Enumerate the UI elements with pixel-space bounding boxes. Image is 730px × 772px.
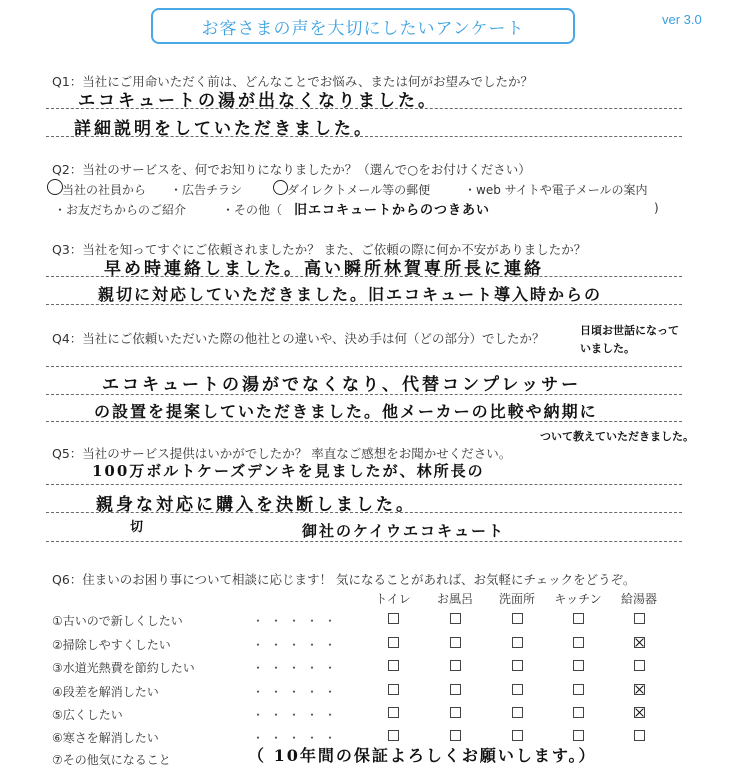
q3-answer-line1-rule <box>46 276 682 277</box>
checkbox-r5-2[interactable] <box>450 707 461 718</box>
checkbox-r2-5[interactable] <box>634 637 645 648</box>
checkbox-r6-2[interactable] <box>450 730 461 741</box>
checkbox-r4-4[interactable] <box>573 684 584 695</box>
checkbox-r4-3[interactable] <box>512 684 523 695</box>
survey-title: お客さまの声を大切にしたいアンケート <box>151 8 575 44</box>
row-label-5: ⑤広くしたい <box>52 708 123 722</box>
row-dots-5: ・・・・・ <box>252 708 343 722</box>
checkbox-r2-1[interactable] <box>388 637 399 648</box>
row-dots-6: ・・・・・ <box>252 731 343 745</box>
q4-question: Q4：当社にご依頼いただいた際の他社との違いや、決め手は何（どの部分）でしたか？ <box>52 331 545 346</box>
q1-answer-line1-rule <box>46 108 682 109</box>
checkbox-r5-1[interactable] <box>388 707 399 718</box>
q1-answer-line2: 詳細説明をしていただきました。 <box>74 119 374 139</box>
q4-answer-line2: の設置を提案していただきました。他メーカーの比較や納期に <box>94 402 598 421</box>
checkbox-r4-5[interactable] <box>634 684 645 695</box>
q2-other-close: ) <box>654 201 659 215</box>
row-dots-4: ・・・・・ <box>252 685 343 699</box>
row-dots-3: ・・・・・ <box>252 661 343 675</box>
q2-other-answer: 旧エコキュートからのつきあい <box>294 203 491 218</box>
checkbox-r6-3[interactable] <box>512 730 523 741</box>
q4-answer-line2-rule <box>46 421 682 422</box>
checkbox-r1-2[interactable] <box>450 613 461 624</box>
checkbox-r1-3[interactable] <box>512 613 523 624</box>
q3-question: Q3：当社を知ってすぐにご依頼されましたか？ また、ご依頼の際に何か不安がありましたか？ <box>52 242 587 257</box>
dm-option-circle <box>273 180 288 195</box>
checkbox-r2-3[interactable] <box>512 637 523 648</box>
q1-answer-line2-rule <box>46 136 682 137</box>
row-label-2: ②掃除しやすくしたい <box>52 638 171 652</box>
q4-note: 日頃お世話になっていました。 <box>580 324 679 355</box>
q2-option-flyer: ・広告チラシ <box>170 183 243 197</box>
col-toilet: トイレ <box>375 592 411 606</box>
q5-answer-line3: 御社のケイウエコキュート <box>302 522 505 540</box>
q3-answer-line2: 親切に対応していただきました。旧エコキュート導入時からの <box>98 285 603 304</box>
q6-question: Q6：住まいのお困り事について相談に応じます！ 気になることがあれば、お気軽にチェックをどうぞ。 <box>52 572 636 587</box>
checkbox-r4-1[interactable] <box>388 684 399 695</box>
row-dots-2: ・・・・・ <box>252 638 343 652</box>
col-washroom: 洗面所 <box>498 592 535 606</box>
q5-answer-line2-rule <box>46 512 682 513</box>
row-dots-1: ・・・・・ <box>252 614 343 628</box>
checkbox-r4-2[interactable] <box>450 684 461 695</box>
q5-answer-line1: 100万ボルトケーズデンキを見ましたが、林所長の <box>92 462 485 480</box>
q4-answer-line1-rule <box>46 394 682 395</box>
q3-answer-line2-rule <box>46 304 682 305</box>
row-label-3: ③水道光熱費を節約したい <box>52 661 195 675</box>
checkbox-r5-4[interactable] <box>573 707 584 718</box>
q5-answer-line3-rule <box>46 541 682 542</box>
q3-answer-line1: 早め時連絡しました。高い瞬所林賀専所長に連絡 <box>104 259 544 279</box>
q5-question: Q5：当社のサービス提供はいかがでしたか？ 率直なご感想をお聞かせください。 <box>52 446 512 461</box>
selected-option-circle <box>47 179 63 195</box>
checkbox-r6-5[interactable] <box>634 730 645 741</box>
checkbox-r3-3[interactable] <box>512 660 523 671</box>
q5-answer-line1-rule <box>46 484 682 485</box>
checkbox-r3-2[interactable] <box>450 660 461 671</box>
q2-option-friend: ・お友だちからのご紹介 <box>54 203 187 217</box>
checkbox-r2-4[interactable] <box>573 637 584 648</box>
row-label-6: ⑥寒さを解消したい <box>52 731 159 745</box>
checkbox-r5-5[interactable] <box>634 707 645 718</box>
checkbox-r3-4[interactable] <box>573 660 584 671</box>
q5-answer-line2-note: 切 <box>130 520 147 535</box>
q1-question: Q1：当社にご用命いただく前は、どんなことでお悩み、または何がお望みでしたか？ <box>52 74 534 89</box>
q2-question: Q2：当社のサービスを、何でお知りになりましたか？（選んで○をお付けください） <box>52 162 531 177</box>
q6-other-answer: （ 10年間の保証よろしくお願いします。） <box>248 746 597 765</box>
checkbox-r6-1[interactable] <box>388 730 399 741</box>
checkbox-r1-5[interactable] <box>634 613 645 624</box>
q2-option-dm: ダイレクトメール等の郵便 <box>287 183 431 197</box>
checkbox-r1-4[interactable] <box>573 613 584 624</box>
q1-answer-line1: エコキュートの湯が出なくなりました。 <box>78 91 438 111</box>
version-label: ver 3.0 <box>662 12 702 27</box>
col-water-heater: 給湯器 <box>620 592 657 606</box>
checkbox-r3-1[interactable] <box>388 660 399 671</box>
checkbox-r2-2[interactable] <box>450 637 461 648</box>
checkbox-r3-5[interactable] <box>634 660 645 671</box>
q4-answer-line3: ついて教えていただきました。 <box>540 430 694 443</box>
checkbox-r6-4[interactable] <box>573 730 584 741</box>
q2-option-other: ・その他（ <box>222 203 283 217</box>
q2-option-staff: 当社の社員から <box>62 183 147 197</box>
col-bath: お風呂 <box>436 592 473 606</box>
q2-option-web: ・web サイトや電子メールの案内 <box>464 183 648 197</box>
q4-rule-1 <box>46 366 682 367</box>
checkbox-r5-3[interactable] <box>512 707 523 718</box>
row-label-7: ⑦その他気になること <box>52 753 171 767</box>
q5-answer-line2: 親身な対応に購入を決断しました。 <box>96 495 416 515</box>
q4-answer-line1: エコキュートの湯がでなくなり、代替コンプレッサー <box>102 375 582 395</box>
row-label-1: ①古いので新しくしたい <box>52 614 183 628</box>
col-kitchen: キッチン <box>554 592 602 606</box>
checkbox-r1-1[interactable] <box>388 613 399 624</box>
row-label-4: ④段差を解消したい <box>52 685 159 699</box>
